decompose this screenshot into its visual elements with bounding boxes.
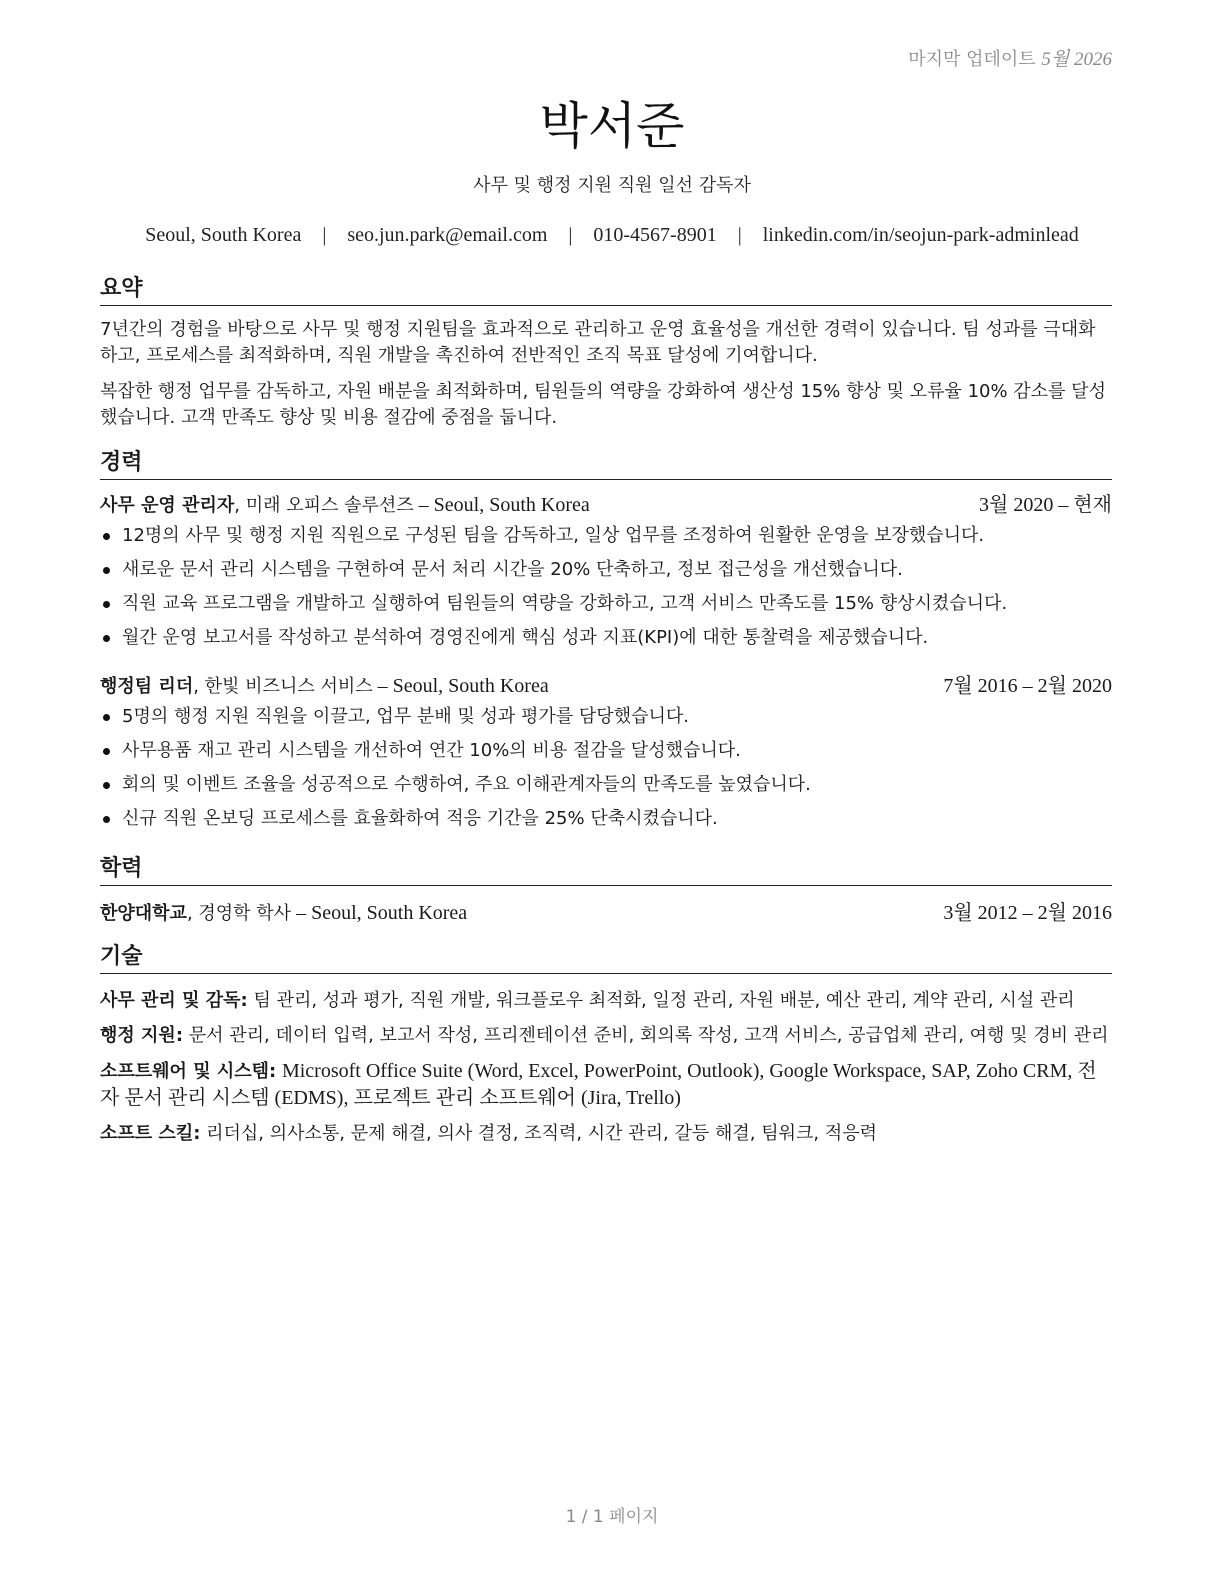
summary-paragraph-2: 복잡한 행정 업무를 감독하고, 자원 배분을 최적화하며, 팀원들의 역량을 강화하여 생산성 15% 향상 및 오류율 10% 감소를 달성했습니다. 고객 만족도 향상 및 비용 절감에 중점을 둡니다.: [100, 381, 1106, 428]
list-item: 신규 직원 온보딩 프로세스를 효율화하여 적응 기간을 25% 단축시켰습니다.: [100, 802, 1112, 836]
experience-heading: 경력: [100, 448, 1112, 480]
job-role: 사무 운영 관리자: [100, 495, 235, 516]
skill-label: 소프트 스킬:: [100, 1123, 201, 1144]
skill-label: 소프트웨어 및 시스템:: [100, 1061, 277, 1082]
last-updated-date: 5월 2026: [1041, 49, 1112, 70]
contact-location: Seoul, South Korea: [145, 224, 302, 246]
job-title: 사무 및 행정 지원 직원 일선 감독자: [473, 175, 751, 196]
job-org: 미래 오피스 솔루션즈: [245, 495, 414, 516]
last-updated-label: 마지막 업데이트: [908, 49, 1036, 70]
job-location: Seoul, South Korea: [433, 494, 590, 516]
contact-separator: |: [568, 224, 573, 246]
summary-paragraph-1: 7년간의 경험을 바탕으로 사무 및 행정 지원팀을 효과적으로 관리하고 운영 효율성을 개선한 경력이 있습니다. 팀 성과를 극대화하고, 프로세스를 최적화하며, 직원 개발을 촉진하여 전반적인 조직 목표 달성에 기여합니다.: [100, 319, 1096, 366]
skill-value: Microsoft Office Suite (Word, Excel, PowerPoint, Outlook), Google Workspace, SAP, Zoho CRM, 전자 문서 관리 시스템 (EDMS), 프로젝트 관리 소프트웨어 (Jira, Trello): [100, 1060, 1097, 1109]
contact-line: [0, 224, 1224, 247]
skill-row: [100, 1058, 1112, 1112]
list-item: 새로운 문서 관리 시스템을 구현하여 문서 처리 시간을 20% 단축하고, 정보 접근성을 개선했습니다.: [100, 553, 1112, 587]
skill-row: [100, 1121, 1112, 1147]
contact-phone[interactable]: 010-4567-8901: [593, 224, 717, 246]
education-entry: 한양대학교, 경영학 학사 – Seoul, South Korea 3월 2012 – 2월 2016: [100, 902, 1112, 924]
candidate-name: 박서준: [539, 97, 685, 155]
skills-heading: 기술: [100, 942, 1112, 974]
job-header: 행정팀 리더, 한빛 비즈니스 서비스 – Seoul, South Korea 7월 2016 – 2월 2020: [100, 675, 1112, 697]
job-role: 행정팀 리더: [100, 676, 194, 697]
school-name: 한양대학교: [100, 903, 187, 924]
page-number: 1 / 1 페이지: [565, 1507, 659, 1527]
education-dates: 3월 2012 – 2월 2016: [943, 902, 1112, 924]
contact-email[interactable]: seo.jun.park@email.com: [347, 224, 548, 246]
degree: 경영학 학사: [198, 903, 292, 924]
skill-row: [100, 1023, 1112, 1049]
job-location: Seoul, South Korea: [392, 675, 549, 697]
skill-row: [100, 988, 1112, 1014]
last-updated: [908, 44, 1112, 71]
summary-heading: 요약: [100, 274, 1112, 306]
job-entry: [100, 492, 1112, 655]
job-bullets: [100, 519, 1112, 655]
list-item: 회의 및 이벤트 조율을 성공적으로 수행하여, 주요 이해관계자들의 만족도를 높였습니다.: [100, 768, 1112, 802]
skills-section: [100, 942, 1112, 1147]
job-org: 한빛 비즈니스 서비스: [204, 676, 373, 697]
education-heading: 학력: [100, 854, 1112, 886]
job-entry: [100, 673, 1112, 836]
list-item: 월간 운영 보고서를 작성하고 분석하여 경영진에게 핵심 성과 지표(KPI)에 대한 통찰력을 제공했습니다.: [100, 621, 1112, 655]
education-section: [100, 854, 1112, 927]
skill-value: 팀 관리, 성과 평가, 직원 개발, 워크플로우 최적화, 일정 관리, 자원 배분, 예산 관리, 계약 관리, 시설 관리: [253, 990, 1075, 1011]
skill-label: 사무 관리 및 감독:: [100, 990, 248, 1011]
list-item: 5명의 행정 지원 직원을 이끌고, 업무 분배 및 성과 평가를 담당했습니다.: [100, 700, 1112, 734]
contact-linkedin[interactable]: linkedin.com/in/seojun-park-adminlead: [762, 224, 1079, 246]
summary-section: [100, 274, 1112, 431]
job-bullets: [100, 700, 1112, 836]
education-location: Seoul, South Korea: [311, 902, 468, 924]
job-dates: 7월 2016 – 2월 2020: [943, 675, 1112, 697]
contact-separator: |: [322, 224, 327, 246]
skill-value: 문서 관리, 데이터 입력, 보고서 작성, 프리젠테이션 준비, 회의록 작성, 고객 서비스, 공급업체 관리, 여행 및 경비 관리: [188, 1025, 1109, 1046]
skill-value: 리더십, 의사소통, 문제 해결, 의사 결정, 조직력, 시간 관리, 갈등 해결, 팀워크, 적응력: [206, 1123, 877, 1144]
job-header: 사무 운영 관리자, 미래 오피스 솔루션즈 – Seoul, South Korea 3월 2020 – 현재: [100, 494, 1112, 516]
job-dates: 3월 2020 – 현재: [979, 494, 1112, 516]
list-item: 직원 교육 프로그램을 개발하고 실행하여 팀원들의 역량을 강화하고, 고객 서비스 만족도를 15% 향상시켰습니다.: [100, 587, 1112, 621]
list-item: 사무용품 재고 관리 시스템을 개선하여 연간 10%의 비용 절감을 달성했습니다.: [100, 734, 1112, 768]
list-item: 12명의 사무 및 행정 지원 직원으로 구성된 팀을 감독하고, 일상 업무를 조정하여 원활한 운영을 보장했습니다.: [100, 519, 1112, 553]
contact-separator: |: [737, 224, 742, 246]
experience-section: [100, 448, 1112, 836]
skill-label: 행정 지원:: [100, 1025, 184, 1046]
